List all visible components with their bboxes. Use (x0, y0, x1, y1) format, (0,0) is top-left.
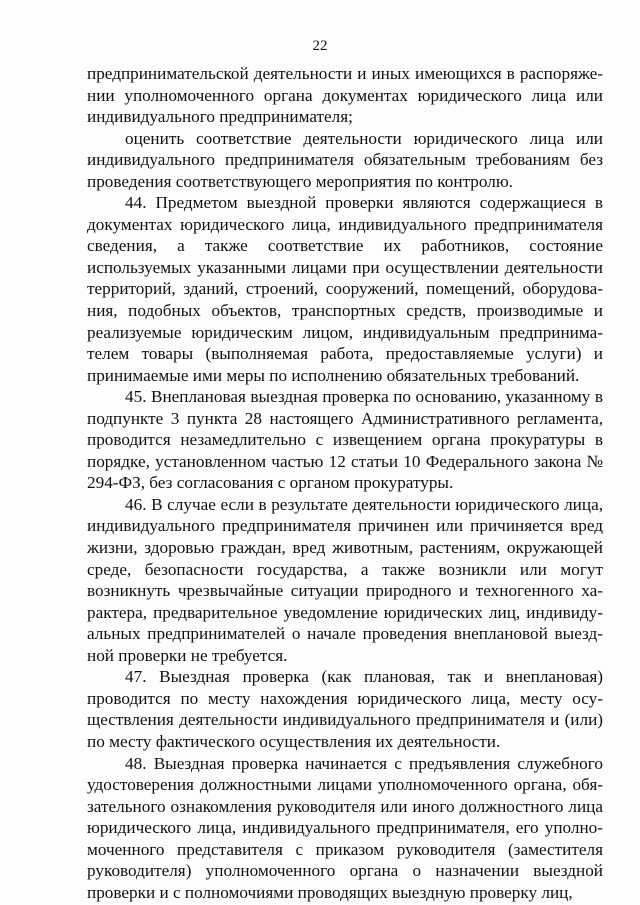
paragraph-continuation: предпринимательской деятельности и иных имеющихся в распоряжении уполномоченного органа документах юридического лица или индивидуального предпринимателя; (87, 64, 603, 127)
document-body (87, 63, 603, 903)
paragraph-46: 46. В случае если в результате деятельности юридического лица, индивидуального предпринимателя причинен или причиняется вред жизни, здоровью граждан, вред животным, растениям, окружающей среде, безопасности государства, а также возникли или могут возникнуть чрезвычайные ситуации природного и техногенного характера, предварительное уведомление юридических лиц, индивидуальных предпринимателей о начале проведения внеплановой выездной проверки не требуется. (87, 494, 603, 665)
paragraph-47: 47. Выездная проверка (как плановая, так и внеплановая) проводится по месту нахождения юридического лица, месту осуществления деятельности индивидуального предпринимателя и (или) по месту фактического осуществления их деятельности. (87, 667, 603, 751)
paragraph-assessment: оценить соответствие деятельности юридического лица или индивидуального предпринимателя обязательным требованиям без проведения соответствующего мероприятия по контролю. (87, 128, 603, 191)
paragraph-45: 45. Внеплановая выездная проверка по основанию, указанному в подпункте 3 пункта 28 настоящего Административного регламента, проводится незамедлительно с извещением органа прокуратуры в порядке, установленном частью 12 статьи 10 Федерального закона № 294-ФЗ, без согласования с органом прокуратуры. (87, 387, 603, 493)
paragraph-44: 44. Предметом выездной проверки являются содержащиеся в документах юридического лица, индивидуального предпринимателя сведения, а также соответствие их работников, состояние используемых указанными лицами при осуществлении деятельности территорий, зданий, строений, сооружений, помещений, оборудования, подобных объектов, транспортных средств, производимые и реализуемые юридическим лицом, индивидуальным предпринимателем товары (выполняемая работа, предоставляемые услуги) и принимаемые ими меры по исполнению обязательных требований. (87, 193, 603, 385)
paragraph-48: 48. Выездная проверка начинается с предъявления служебного удостоверения должностными лицами уполномоченного органа, обязательного ознакомления руководителя или иного должностного лица юридического лица, индивидуального предпринимателя, его уполномоченного представителя с приказом руководителя (заместителя руководителя) уполномоченного органа о назначении выездной проверки и с полномочиями проводящих выездную проверку лиц, (87, 753, 603, 902)
page-number: 22 (312, 38, 328, 54)
